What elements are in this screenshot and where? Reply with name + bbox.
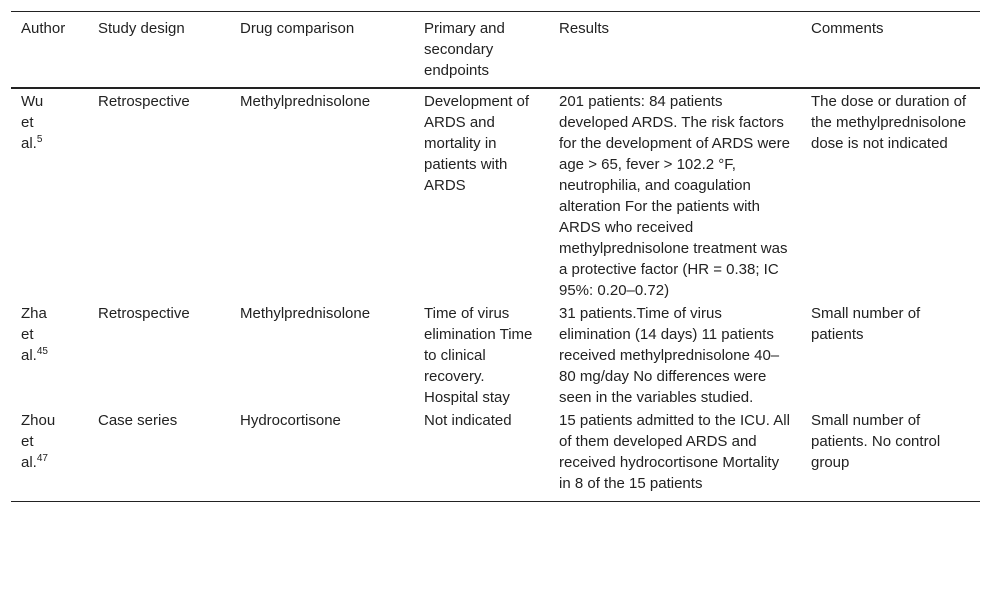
header-comments: Comments [811, 20, 884, 37]
table-body [11, 88, 980, 502]
cell-results: 31 patients.Time of virus elimination (14 days) 11 patients received methylprednisolone 40–80 mg/day No differences were seen in the variables studied. [559, 305, 780, 406]
cell-author [11, 408, 88, 502]
cell-results: 15 patients admitted to the ICU. All of them developed ARDS and received hydrocortisone Mortality in 8 of the 15 patients [559, 412, 790, 492]
author-name: Zha et al. [21, 305, 47, 364]
header-drug-comparison: Drug comparison [240, 20, 355, 37]
cell-drug-comparison: Hydrocortisone [240, 412, 341, 429]
cell-drug-comparison: Methylprednisolone [240, 93, 371, 110]
cell-author [11, 88, 88, 301]
studies-table [11, 11, 980, 502]
table-row [11, 301, 980, 408]
cell-endpoints: Development of ARDS and mortality in patients with ARDS [424, 93, 530, 194]
cell-results: 201 patients: 84 patients developed ARDS. The risk factors for the development of ARDS were age > 65, fever > 102.2 °F, neutrophilia, and coagulation alteration For the patients with ARDS who received methylprednisolone treatment was a protective factor (HR = 0.38; IC 95%: 0.20–0.72) [559, 93, 790, 299]
reference-number: 45 [36, 346, 48, 357]
cell-endpoints: Not indicated [424, 412, 512, 429]
cell-study-design: Case series [98, 412, 178, 429]
cell-drug-comparison: Methylprednisolone [240, 305, 371, 322]
cell-author [11, 301, 88, 408]
author-name: Zhou et al. [21, 412, 56, 471]
reference-number: 47 [36, 453, 48, 464]
header-author: Author [21, 20, 66, 37]
studies-table-container [11, 11, 980, 502]
cell-study-design: Retrospective [98, 305, 190, 322]
author-name: Wu et al. [21, 93, 44, 152]
header-endpoints: Primary and secondary endpoints [424, 20, 505, 79]
reference-number: 5 [36, 134, 43, 145]
cell-comments: Small number of patients. No control group [811, 412, 941, 471]
cell-endpoints: Time of virus elimination Time to clinical recovery. Hospital stay [424, 305, 533, 406]
cell-study-design: Retrospective [98, 93, 190, 110]
header-study-design: Study design [98, 20, 185, 37]
table-row [11, 88, 980, 301]
cell-comments: The dose or duration of the methylprednisolone dose is not indicated [811, 93, 967, 152]
cell-comments: Small number of patients [811, 305, 921, 343]
header-row [11, 12, 980, 89]
header-results: Results [559, 20, 610, 37]
table-header [11, 12, 980, 89]
table-row [11, 408, 980, 502]
